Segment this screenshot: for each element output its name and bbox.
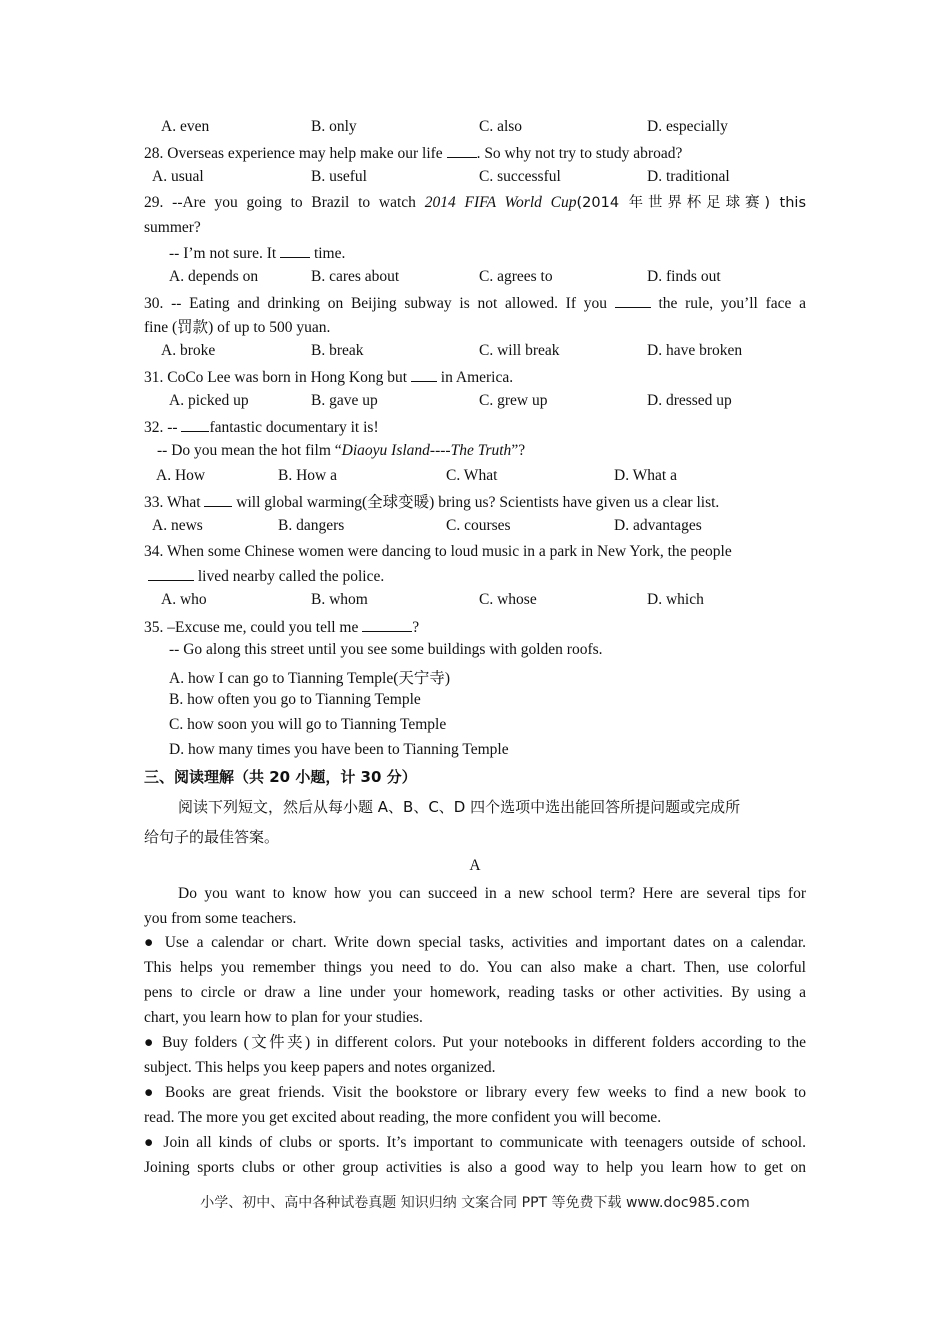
q32-option-d: D. What a [614, 467, 677, 484]
q33-option-d: D. advantages [614, 517, 702, 534]
passage-line: subject. This helps you keep papers and notes organized. [144, 1059, 496, 1076]
q28-stem-text-end: . So why not try to study abroad? [476, 145, 683, 162]
q34-option-b: B. whom [311, 591, 368, 608]
q33-option-a: A. news [152, 517, 203, 534]
answer-blank [148, 566, 194, 581]
q35-option-c: C. how soon you will go to Tianning Temple [169, 716, 447, 733]
q30-option-b: B. break [311, 342, 364, 359]
q28-option-d: D. traditional [647, 168, 730, 185]
answer-blank [362, 617, 412, 632]
q29-stem-line2: summer? [144, 219, 201, 236]
passage-line: pens to circle or draw a line under your homework, reading tasks or other activities. By using a [144, 984, 806, 1001]
answer-blank [447, 143, 477, 158]
q30-stem-text-end: the rule, you’ll face a [658, 295, 807, 312]
q35-option-a: A. how I can go to Tianning Temple(天宁寺) [169, 670, 451, 687]
passage-line: ● Books are great friends. Visit the bookstore or library every few weeks to find a new book to [144, 1084, 806, 1101]
q33-option-c: C. courses [446, 517, 511, 534]
q31-option-d: D. dressed up [647, 392, 732, 409]
q32-film-title: Diaoyu Island----The Truth [341, 442, 512, 459]
q31-stem-text: 31. CoCo Lee was born in Hong Kong but [144, 369, 408, 386]
q29-option-d: D. finds out [647, 268, 721, 285]
passage-line: ● Use a calendar or chart. Write down special tasks, activities and important dates on a calendar. [144, 934, 806, 951]
q29-reply-text: -- I’m not sure. It [169, 245, 277, 262]
passage-line: Do you want to know how you can succeed in a new school term? Here are several tips for [178, 885, 806, 902]
q32-stem-text: 32. -- [144, 419, 178, 436]
q35-stem-text-end: ? [412, 619, 420, 636]
q32-stem [144, 417, 806, 438]
q28-option-b: B. useful [311, 168, 367, 185]
q28-stem-text: 28. Overseas experience may help make our life [144, 145, 443, 162]
answer-blank [615, 293, 651, 308]
passage-line: ● Join all kinds of clubs or sports. It’s important to communicate with teenagers outside of school. [144, 1134, 806, 1151]
q30-stem-line2: fine (罚款) of up to 500 yuan. [144, 319, 331, 336]
q35-reply: -- Go along this street until you see some buildings with golden roofs. [169, 641, 603, 658]
q27-option-d: D. especially [647, 118, 728, 135]
q30-option-c: C. will break [479, 342, 560, 359]
q29-stem-text: 29. --Are you going to Brazil to watch [144, 194, 416, 211]
q35-option-d: D. how many times you have been to Tianning Temple [169, 741, 509, 758]
q33-stem-text-end: will global warming(全球变暖) bring us? Scientists have given us a clear list. [236, 494, 720, 511]
q34-stem-text-end: lived nearby called the police. [197, 568, 385, 585]
q28-option-c: C. successful [479, 168, 561, 185]
q30-stem-text: 30. -- Eating and drinking on Beijing subway is not allowed. If you [144, 295, 607, 312]
q29-stem-title: 2014 FIFA World Cup [424, 194, 577, 211]
q27-option-b: B. only [311, 118, 357, 135]
q27-option-a: A. even [161, 118, 210, 135]
q30-option-d: D. have broken [647, 342, 743, 359]
q30-stem [144, 293, 806, 314]
q29-reply [169, 243, 345, 263]
q34-stem-line2 [148, 566, 384, 586]
q33-option-b: B. dangers [278, 517, 345, 534]
q32-reply-text: -- Do you mean the hot film “ [157, 442, 342, 459]
q31-option-b: B. gave up [311, 392, 378, 409]
q29-stem-text-end: (2014 年世界杯足球赛) this [576, 195, 807, 211]
q29-stem [144, 193, 806, 213]
footer-text: 小学、初中、高中各种试卷真题 知识归纳 文案合同 PPT 等免费下载 www.doc985.com [200, 1195, 750, 1211]
answer-blank [280, 243, 310, 258]
passage-line: ● Buy folders (文件夹) in different colors. Put your notebooks in different folders according to the [144, 1034, 806, 1051]
answer-blank [411, 367, 437, 382]
passage-line: you from some teachers. [144, 910, 297, 927]
q30-option-a: A. broke [161, 342, 216, 359]
q31-option-c: C. grew up [479, 392, 548, 409]
passage-line: read. The more you get excited about reading, the more confident you will become. [144, 1109, 662, 1126]
passage-label: A [469, 857, 481, 874]
section-instruction-line2: 给句子的最佳答案。 [144, 828, 280, 846]
q32-option-c: C. What [446, 467, 498, 484]
q35-stem-text: 35. –Excuse me, could you tell me [144, 619, 359, 636]
q32-reply-text-end: ”? [511, 442, 526, 459]
q34-option-d: D. which [647, 591, 704, 608]
section-instruction-line1: 阅读下列短文，然后从每小题 A、B、C、D 四个选项中选出能回答所提问题或完成所 [178, 798, 741, 816]
q27-option-c: C. also [479, 118, 523, 135]
section-title: 三、阅读理解（共 20 小题，计 30 分） [144, 768, 417, 786]
q29-option-a: A. depends on [169, 268, 259, 285]
answer-blank [204, 492, 232, 507]
q29-option-c: C. agrees to [479, 268, 553, 285]
passage-line: chart, you learn how to plan for your studies. [144, 1009, 423, 1026]
passage-line: This helps you remember things you need to do. You can also make a chart. Then, use colorful [144, 959, 806, 976]
q34-stem: 34. When some Chinese women were dancing to loud music in a park in New York, the people [144, 543, 732, 560]
q32-option-b: B. How a [278, 467, 337, 484]
q29-option-b: B. cares about [311, 268, 400, 285]
q31-stem [144, 367, 806, 388]
passage-line: Joining sports clubs or other group activities is also a good way to help you learn how to get on [144, 1159, 806, 1176]
q32-reply [157, 442, 525, 460]
q29-reply-text-end: time. [313, 245, 346, 262]
q34-option-c: C. whose [479, 591, 537, 608]
q35-option-b: B. how often you go to Tianning Temple [169, 691, 421, 708]
q28-option-a: A. usual [152, 168, 204, 185]
q33-stem [144, 492, 806, 513]
q35-stem [144, 617, 806, 638]
q34-option-a: A. who [161, 591, 207, 608]
q31-option-a: A. picked up [169, 392, 249, 409]
answer-blank [181, 417, 209, 432]
q32-option-a: A. How [156, 467, 206, 484]
q28-stem [144, 143, 806, 164]
q32-stem-text-end: fantastic documentary it is! [209, 419, 379, 436]
q33-stem-text: 33. What [144, 494, 201, 511]
q31-stem-text-end: in America. [440, 369, 514, 386]
